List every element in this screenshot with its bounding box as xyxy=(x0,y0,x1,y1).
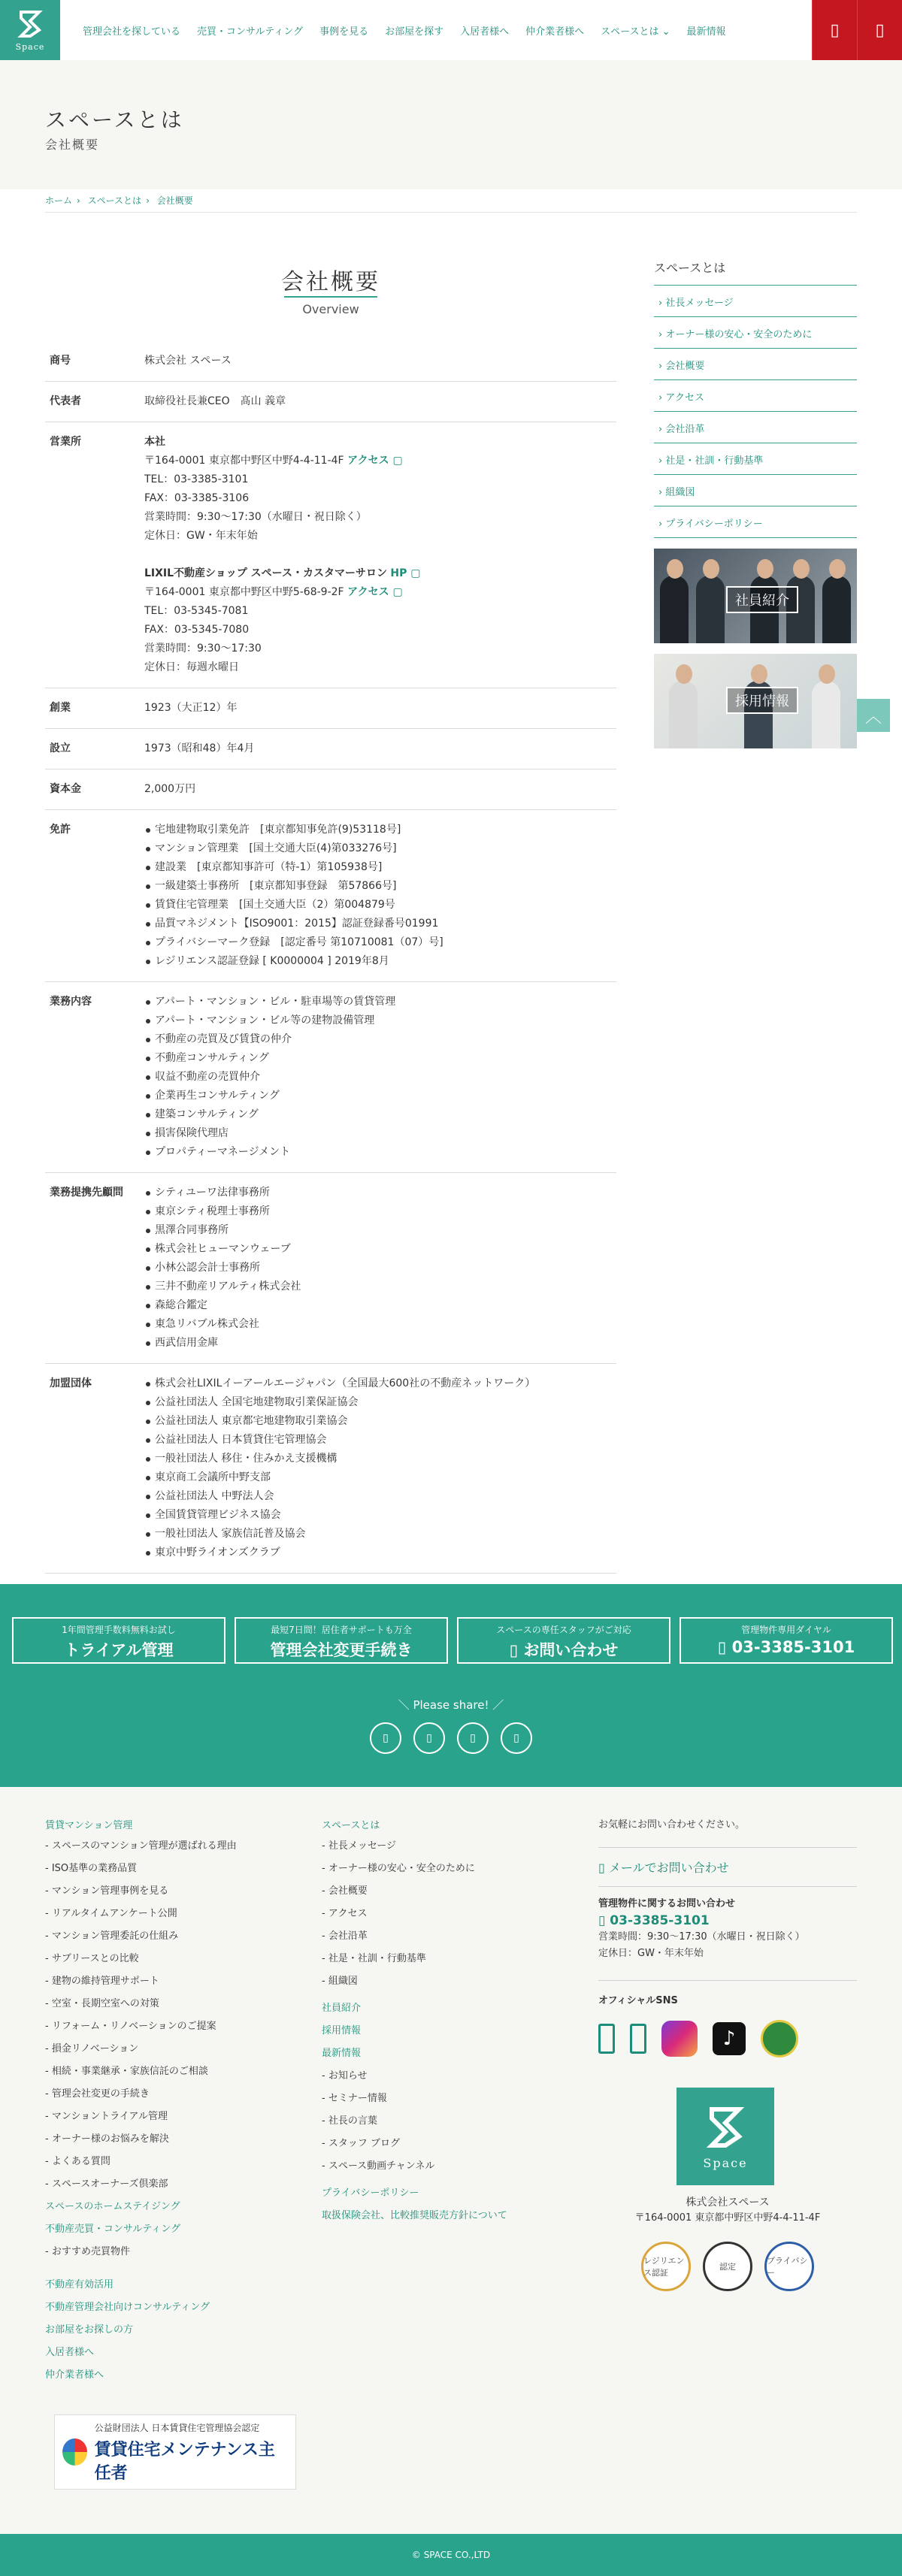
hq-fax: FAX：03-3385-3106 xyxy=(144,492,250,504)
phone-closed: 定休日：GW・年末年始 xyxy=(598,1948,704,1959)
cta-small-text: 1年間管理手数料無料お試し xyxy=(62,1625,176,1635)
list-item: 損害保険代理店 xyxy=(144,1124,616,1143)
footer-link[interactable]: 仲介業者様へ xyxy=(45,2369,104,2381)
footer-link[interactable]: - 組織図 xyxy=(322,1973,570,1987)
chevron-right-icon: › xyxy=(658,487,666,498)
footer-phone[interactable] xyxy=(598,1912,857,1929)
table-row xyxy=(45,1173,616,1364)
sns-heading: オフィシャルSNS xyxy=(598,1980,857,2009)
breadcrumb-about[interactable]: スペースとは xyxy=(87,195,142,206)
company-table xyxy=(45,341,616,1574)
hq-closed: 定休日：GW・年末年始 xyxy=(144,530,258,542)
row-label: 免許 xyxy=(50,824,71,836)
site-footer xyxy=(0,1787,902,2534)
phone-icon: ▯ xyxy=(830,20,840,40)
contact-intro: お気軽にお問い合わせください。 xyxy=(598,1819,746,1831)
shop-tel: TEL：03-5345-7081 xyxy=(144,605,249,617)
footer-link[interactable]: - リアルタイムアンケート公開 xyxy=(45,1905,293,1919)
chevron-up-icon: ︿ xyxy=(864,707,882,727)
list-item: 公益社団法人 中野法人会 xyxy=(144,1487,616,1506)
mail-icon: ▯ xyxy=(509,1641,519,1659)
footer-company: 株式会社スペース xyxy=(686,2197,770,2209)
capital: 2,000万円 xyxy=(144,783,196,795)
license-list xyxy=(144,821,616,971)
footer-link[interactable]: - セミナー情報 xyxy=(322,2090,570,2104)
badge-small: 公益財団法人 日本賃貸住宅管理協会認定 xyxy=(94,2422,260,2433)
cta-main-text xyxy=(459,1638,669,1661)
list-item: 西武信用金庫 xyxy=(144,1334,616,1353)
footer-link-group xyxy=(322,2184,570,2221)
row-label: 創業 xyxy=(50,702,71,714)
footer-link[interactable]: 不動産管理会社向けコンサルティング xyxy=(45,2302,210,2313)
sidebar-item-label: プライバシーポリシー xyxy=(665,519,763,530)
list-item: 公益社団法人 全国宅地建物取引業保証協会 xyxy=(144,1393,616,1412)
sidebar-heading: スペースとは xyxy=(654,259,857,286)
staff-figure xyxy=(660,576,689,643)
shop-fax: FAX：03-5345-7080 xyxy=(144,624,250,636)
list-item: 宅地建物取引業免許 [東京都知事免許(9)53118号] xyxy=(144,821,616,839)
footer-address: 〒164-0001 東京都中野区中野4-4-11-4F xyxy=(634,2212,821,2224)
business-cell xyxy=(144,993,616,1162)
table-row xyxy=(45,688,616,729)
footer-logo-wordmark: Space xyxy=(703,2155,748,2170)
footer-phone-number: 03-3385-3101 xyxy=(610,1913,710,1928)
list-item: 小林公認会計士事務所 xyxy=(144,1259,616,1277)
list-item: 一級建築士事務所 [東京都知事登録 第57866号] xyxy=(144,877,616,896)
list-item: レジリエンス認証登録 [ K0000004 ] 2019年8月 xyxy=(144,952,616,971)
mail-icon: ▯ xyxy=(598,1861,605,1875)
tiktok-icon[interactable]: ♪ xyxy=(713,2022,746,2055)
sidebar-item-label: 会社沿革 xyxy=(665,424,705,435)
shop-address: 〒164-0001 東京都中野区中野5-68-9-2F xyxy=(144,586,344,598)
sidebar xyxy=(654,259,857,748)
shop-hours: 営業時間：9:30〜17:30 xyxy=(144,642,262,655)
footer-link[interactable]: - 社長メッセージ xyxy=(322,1837,570,1852)
nav-sales-consulting[interactable]: 売買・コンサルティング xyxy=(197,26,304,38)
sidebar-item-label: 社長メッセージ xyxy=(665,298,734,309)
badge-main: 賃貸住宅メンテナンス主任者 xyxy=(94,2440,275,2483)
recruit-banner[interactable] xyxy=(654,654,857,748)
hq-access-label: アクセス xyxy=(347,455,389,467)
nav-about[interactable] xyxy=(601,23,670,38)
facebook-share-icon[interactable]: ▯ xyxy=(370,1722,401,1754)
iso-cert-icon: 認定 xyxy=(703,2242,752,2291)
breadcrumb-separator-icon: › xyxy=(146,195,150,206)
footer-mail-link[interactable] xyxy=(598,1847,857,1887)
footer-link[interactable]: - 空室・長期空室への対策 xyxy=(45,1995,293,2009)
phone-cta-button[interactable] xyxy=(680,1617,893,1664)
recruit-figure xyxy=(812,681,840,748)
footer-link-group xyxy=(45,2198,293,2235)
cta-main-label: 03-3385-3101 xyxy=(731,1638,855,1656)
list-item: プロパティーマネージメント xyxy=(144,1143,616,1162)
cta-main-text: 管理会社変更手続き xyxy=(270,1641,413,1659)
offices xyxy=(144,433,616,677)
hq-access-link[interactable] xyxy=(347,455,403,467)
staff-figure xyxy=(822,576,851,643)
partner-list xyxy=(144,1184,616,1353)
cta-small-text: 最短7日間！居住者サポートも万全 xyxy=(271,1625,412,1635)
logo-mark-icon xyxy=(703,2103,748,2151)
row-label: 商号 xyxy=(50,355,71,367)
list-item: 企業再生コンサルティング xyxy=(144,1087,616,1105)
footer-link[interactable]: - 会社概要 xyxy=(322,1882,570,1897)
hq-address-line xyxy=(144,452,616,470)
sidebar-item-label: オーナー様の安心・安全のために xyxy=(665,329,813,340)
footer-link[interactable]: - リフォーム・リノベーションのご提案 xyxy=(45,2018,293,2032)
site-logo[interactable] xyxy=(0,0,60,60)
share-icons xyxy=(370,1722,544,1754)
table-row xyxy=(45,769,616,810)
sidebar-item[interactable] xyxy=(654,349,857,380)
section-title: 会社概要 xyxy=(281,269,380,295)
page-hero xyxy=(0,60,902,189)
footer-link[interactable]: 採用情報 xyxy=(322,2025,362,2036)
row-label: 設立 xyxy=(50,742,71,754)
list-item: 株式会社ヒューマンウェーブ xyxy=(144,1240,616,1259)
page-title: スペースとは xyxy=(45,107,184,132)
chevron-right-icon: › xyxy=(658,455,666,467)
association-logo-icon xyxy=(62,2438,87,2466)
hq-tel: TEL：03-3385-3101 xyxy=(144,473,249,485)
footer-link[interactable]: - 会社沿革 xyxy=(322,1927,570,1942)
logo-mark-icon xyxy=(15,9,45,39)
sidebar-item[interactable] xyxy=(654,475,857,506)
breadcrumb-separator-icon: › xyxy=(77,195,80,206)
phone-icon: ▯ xyxy=(598,1913,606,1928)
list-item: 不動産コンサルティング xyxy=(144,1049,616,1068)
change-company-button[interactable] xyxy=(235,1617,448,1664)
phone-icon: ▯ xyxy=(717,1638,727,1656)
nav-news[interactable]: 最新情報 xyxy=(686,26,726,38)
shop-access-label: アクセス xyxy=(347,586,389,598)
sidebar-item[interactable] xyxy=(654,286,857,317)
representative: 取締役社長兼CEO 髙山 義章 xyxy=(144,395,286,407)
cert-badges xyxy=(598,2242,857,2291)
sidebar-item-label: アクセス xyxy=(665,392,704,404)
list-item: 建設業 [東京都知事許可（特-1）第105938号] xyxy=(144,858,616,877)
chevron-down-icon: ⌄ xyxy=(661,26,670,38)
breadcrumb xyxy=(45,194,198,207)
list-item: 三井不動産リアルティ株式会社 xyxy=(144,1277,616,1296)
footer-link-group xyxy=(322,2000,570,2059)
shop-access-link[interactable] xyxy=(347,586,403,598)
cta-small-text: スペースの専任スタッフがご対応 xyxy=(496,1625,631,1635)
staff-banner-label: 社員紹介 xyxy=(726,586,798,613)
twitter-share-icon[interactable]: ▯ xyxy=(413,1722,445,1754)
sidebar-item[interactable] xyxy=(654,443,857,475)
list-item: シティユーワ法律事務所 xyxy=(144,1184,616,1202)
twitter-icon[interactable] xyxy=(630,2024,646,2054)
footer-mail-label: メールでお問い合わせ xyxy=(608,1861,729,1875)
footer-link[interactable]: - スペース動画チャンネル xyxy=(322,2157,570,2172)
footer-link[interactable]: - マンション管理事例を見る xyxy=(45,1882,293,1897)
external-link-icon: ▢ xyxy=(392,455,403,467)
footer-heading[interactable]: 賃貸マンション管理 xyxy=(45,1820,133,1831)
shop-hp-link[interactable] xyxy=(390,567,420,579)
line-share-icon[interactable]: ▯ xyxy=(457,1722,489,1754)
spacer xyxy=(144,546,616,564)
row-label: 業務内容 xyxy=(50,996,92,1008)
list-item: 不動産の売買及び賃貸の仲介 xyxy=(144,1030,616,1049)
contact-button[interactable] xyxy=(457,1617,670,1664)
nav-find-management[interactable]: 管理会社を探している xyxy=(83,26,181,38)
cta-small-text: 管理物件専用ダイヤル xyxy=(741,1625,831,1635)
sidebar-item-label: 会社概要 xyxy=(665,361,705,372)
footer-link-group xyxy=(45,1837,293,2190)
table-row xyxy=(45,729,616,769)
list-item: 一般社団法人 家族信託普及協会 xyxy=(144,1525,616,1543)
footer-link[interactable]: 取扱保険会社、比較推奨販売方針について xyxy=(322,2210,507,2221)
cta-main-text: トライアル管理 xyxy=(64,1641,174,1659)
cta-main-text xyxy=(681,1638,891,1656)
external-link-icon: ▢ xyxy=(392,586,403,598)
list-item: マンション管理業 [国土交通大臣(4)第033276号] xyxy=(144,839,616,858)
table-row xyxy=(45,382,616,422)
shop-hp-label: HP xyxy=(390,567,407,579)
groups-cell xyxy=(144,1374,616,1562)
nav-case-studies[interactable]: 事例を見る xyxy=(319,26,369,38)
footer-link[interactable]: - マンショントライアル管理 xyxy=(45,2108,293,2122)
shop-closed: 定休日：毎週水曜日 xyxy=(144,661,239,673)
footer-link[interactable]: スペースのホームステイジング xyxy=(45,2201,180,2212)
list-item: 東京中野ライオンズクラブ xyxy=(144,1543,616,1562)
badge-text xyxy=(95,2421,288,2484)
footer-link-group xyxy=(322,2067,570,2172)
hq-name: 本社 xyxy=(144,436,165,448)
breadcrumb-divider xyxy=(45,212,857,213)
facebook-icon[interactable] xyxy=(598,2024,615,2054)
mascot-icon[interactable] xyxy=(761,2020,798,2057)
footer-col-about xyxy=(322,1817,570,2230)
list-item: 建築コンサルティング xyxy=(144,1105,616,1124)
footer-link[interactable]: - スペースオーナーズ倶楽部 xyxy=(45,2175,293,2190)
scroll-top-button[interactable] xyxy=(857,699,890,732)
footer-col-contact xyxy=(598,1817,857,2291)
cta-main-label: お問い合わせ xyxy=(523,1641,619,1659)
nav-agents[interactable]: 仲介業者様へ xyxy=(525,26,585,38)
section-title-underline xyxy=(284,296,377,298)
list-item: 公益社団法人 日本賃貸住宅管理協会 xyxy=(144,1431,616,1450)
footer-link[interactable]: プライバシーポリシー xyxy=(322,2187,419,2199)
mail-button[interactable] xyxy=(857,0,902,60)
list-item: 東京シティ税理士事務所 xyxy=(144,1202,616,1221)
row-label: 営業所 xyxy=(50,436,81,448)
sidebar-item-label: 社是・社訓・行動基準 xyxy=(665,455,764,467)
footer-link[interactable]: 社員紹介 xyxy=(322,2003,362,2014)
licenses-cell xyxy=(144,821,616,971)
staff-banner[interactable] xyxy=(654,549,857,643)
table-row xyxy=(45,810,616,982)
list-item: 賃貸住宅管理業 [国土交通大臣（2）第004879号 xyxy=(144,896,616,915)
site-header xyxy=(0,0,902,60)
footer-link[interactable]: - ISO基準の業務品質 xyxy=(45,1860,293,1874)
footer-link[interactable]: - アクセス xyxy=(322,1905,570,1919)
chevron-right-icon: › xyxy=(658,361,666,372)
shop-address-line xyxy=(144,583,616,602)
footer-link[interactable]: - サブリースとの比較 xyxy=(45,1950,293,1964)
list-item: 品質マネジメント【ISO9001：2015】認証登録番号01991 xyxy=(144,915,616,933)
list-item: アパート・マンション・ビル等の建物設備管理 xyxy=(144,1011,616,1030)
footer-link-group xyxy=(322,1837,570,1987)
footer-link[interactable]: - 相続・事業継承・家族信託のご相談 xyxy=(45,2063,293,2077)
list-item: 東急リバブル株式会社 xyxy=(144,1315,616,1334)
footer-link[interactable]: 不動産有効活用 xyxy=(45,2279,114,2290)
row-label: 業務提携先顧問 xyxy=(50,1187,123,1199)
partners-cell xyxy=(144,1184,616,1353)
list-item: 公益社団法人 東京都宅地建物取引業協会 xyxy=(144,1412,616,1431)
footer-link[interactable]: 不動産売買・コンサルティング xyxy=(45,2224,181,2235)
list-item: 株式会社LIXILイーアールエージャパン（全国最大600社の不動産ネットワーク） xyxy=(144,1374,616,1393)
hq-address: 〒164-0001 東京都中野区中野4-4-11-4F xyxy=(144,455,344,467)
company-name: 株式会社 スペース xyxy=(144,355,232,367)
group-list xyxy=(144,1374,616,1562)
hq-hours: 営業時間：9:30〜17:30（水曜日・祝日除く） xyxy=(144,511,367,523)
resilience-cert-icon: レジリエンス認証 xyxy=(641,2242,691,2291)
privacy-mark-icon: プライバシー xyxy=(764,2242,814,2291)
footer-link[interactable]: - お知らせ xyxy=(322,2067,570,2082)
breadcrumb-home[interactable]: ホーム xyxy=(45,195,73,206)
list-item: 黒澤合同事務所 xyxy=(144,1221,616,1240)
list-item: 収益不動産の売買仲介 xyxy=(144,1068,616,1087)
list-item: プライバシーマーク登録 [認定番号 第10710081（07）号] xyxy=(144,933,616,952)
chevron-right-icon: › xyxy=(658,329,666,340)
phone-hours: 営業時間：9:30〜17:30（水曜日・祝日除く） xyxy=(598,1931,805,1943)
footer-link[interactable]: - スペースのマンション管理が選ばれる理由 xyxy=(45,1837,293,1852)
sidebar-menu xyxy=(654,286,857,538)
nav-residents[interactable]: 入居者様へ xyxy=(460,26,510,38)
footer-logo[interactable] xyxy=(676,2088,774,2185)
mail-icon: ▯ xyxy=(875,20,885,40)
spacer xyxy=(45,2266,293,2276)
copyright: © SPACE CO.,LTD xyxy=(0,2534,902,2576)
table-row xyxy=(45,422,616,688)
chevron-right-icon: › xyxy=(658,519,666,530)
row-label: 代表者 xyxy=(50,395,81,407)
maintenance-badge xyxy=(54,2414,296,2490)
sidebar-item-label: 組織図 xyxy=(665,487,695,498)
recruit-figure xyxy=(669,681,698,748)
shop-name: LIXIL不動産ショップ スペース・カスタマーサロン xyxy=(144,567,387,579)
sns-icons xyxy=(598,2020,857,2057)
hatena-share-icon[interactable]: ▯ xyxy=(501,1722,532,1754)
footer-link[interactable]: - 社是・社訓・行動基準 xyxy=(322,1950,570,1964)
sidebar-item[interactable] xyxy=(654,412,857,443)
chevron-right-icon: › xyxy=(658,298,666,309)
header-actions xyxy=(812,0,902,60)
share-label: ＼ Please share! ／ xyxy=(398,1698,504,1712)
instagram-icon[interactable] xyxy=(661,2021,698,2057)
footer-link[interactable]: - スタッフ ブログ xyxy=(322,2135,570,2149)
footer-link-group xyxy=(45,2243,293,2257)
footer-link[interactable]: - 社長の言葉 xyxy=(322,2112,570,2127)
logo-wordmark: Space xyxy=(15,41,45,52)
recruit-banner-label: 採用情報 xyxy=(726,687,798,714)
shop-name-line xyxy=(144,564,616,583)
cta-section xyxy=(0,1584,902,1787)
footer-link[interactable]: 入居者様へ xyxy=(45,2347,95,2358)
footer-link[interactable]: - 損金リノベーション xyxy=(45,2040,293,2054)
nav-find-room[interactable]: お部屋を探す xyxy=(385,26,444,38)
chevron-right-icon: › xyxy=(658,392,666,404)
footer-link[interactable]: - おすすめ売買物件 xyxy=(45,2243,293,2257)
nav-about-label: スペースとは xyxy=(601,26,659,38)
row-label: 加盟団体 xyxy=(50,1377,92,1389)
business-list xyxy=(144,993,616,1162)
row-label: 資本金 xyxy=(50,783,81,795)
section-subtitle: Overview xyxy=(302,302,359,316)
footer-link[interactable]: - オーナー様の安心・安全のために xyxy=(322,1860,570,1874)
phone-button[interactable] xyxy=(812,0,857,60)
footer-link[interactable]: 最新情報 xyxy=(322,2048,362,2059)
external-link-icon: ▢ xyxy=(410,567,421,579)
chevron-right-icon: › xyxy=(658,424,666,435)
table-row xyxy=(45,1364,616,1574)
footer-link[interactable]: - マンション管理委託の仕組み xyxy=(45,1927,293,1942)
trial-button[interactable] xyxy=(12,1617,226,1664)
footer-link[interactable]: - よくある質問 xyxy=(45,2153,293,2167)
phone-heading: 管理物件に関するお問い合わせ xyxy=(598,1898,736,1909)
footer-col-management xyxy=(45,1817,293,2389)
sidebar-item[interactable] xyxy=(654,506,857,538)
sidebar-item[interactable] xyxy=(654,317,857,349)
sidebar-item[interactable] xyxy=(654,380,857,412)
table-row xyxy=(45,982,616,1173)
established: 1973（昭和48）年4月 xyxy=(144,742,255,754)
cta-buttons xyxy=(12,1617,902,1664)
footer-link[interactable]: - オーナー様のお悩みを解決 xyxy=(45,2130,293,2145)
footer-link-group xyxy=(45,2276,293,2381)
list-item: 全国賃貸管理ビジネス協会 xyxy=(144,1506,616,1525)
footer-link[interactable]: - 管理会社変更の手続き xyxy=(45,2085,293,2100)
breadcrumb-current: 会社概要 xyxy=(156,195,193,206)
list-item: 東京商工会議所中野支部 xyxy=(144,1468,616,1487)
list-item: 森総合鑑定 xyxy=(144,1296,616,1315)
footer-heading[interactable]: スペースとは xyxy=(322,1820,380,1831)
main-nav xyxy=(83,0,743,60)
staff-figure xyxy=(696,576,725,643)
table-row xyxy=(45,341,616,382)
list-item: 一般社団法人 移住・住みかえ支援機構 xyxy=(144,1450,616,1468)
founded: 1923（大正12）年 xyxy=(144,702,238,714)
list-item: アパート・マンション・ビル・駐車場等の賃貸管理 xyxy=(144,993,616,1011)
footer-link[interactable]: お部屋をお探しの方 xyxy=(45,2324,134,2336)
page-subtitle: 会社概要 xyxy=(45,138,100,152)
footer-link[interactable]: - 建物の維持管理サポート xyxy=(45,1973,293,1987)
